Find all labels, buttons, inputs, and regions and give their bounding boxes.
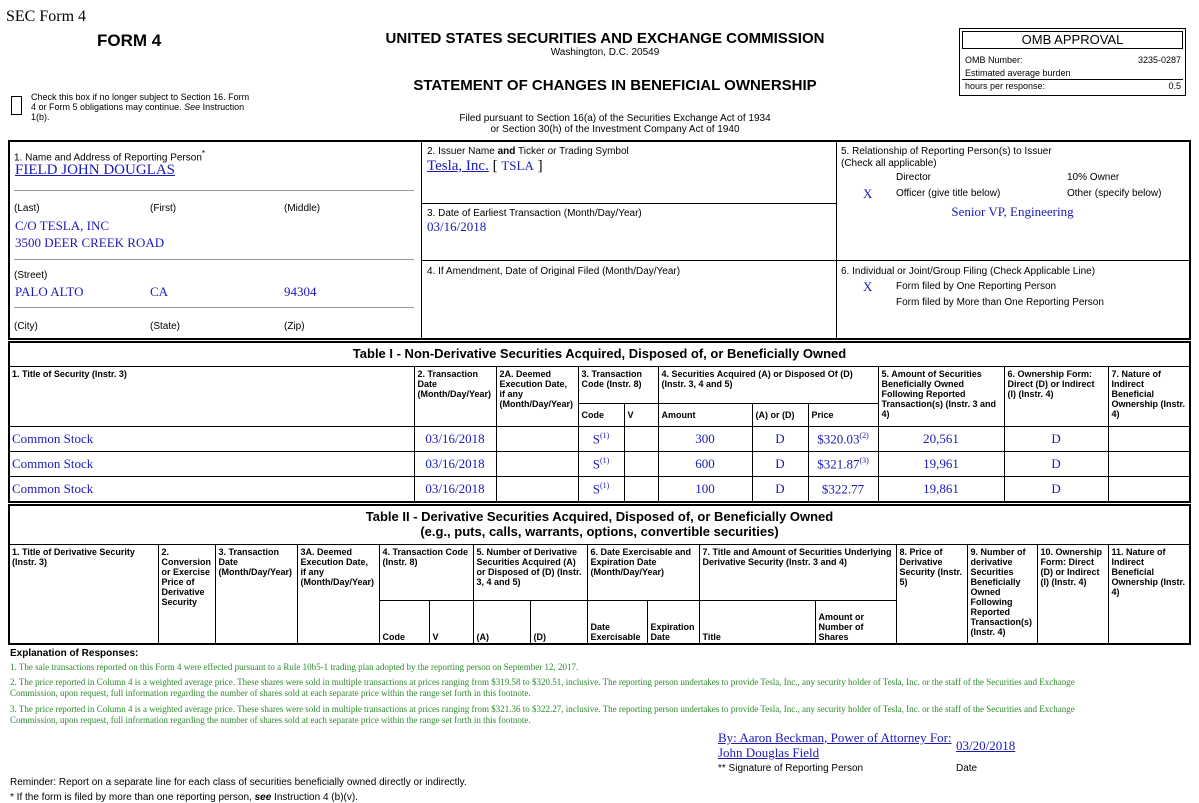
officer-title: Senior VP, Engineering: [951, 204, 1074, 219]
t1-h2a: 2A. Deemed Execution Date, if any (Month/Day/Year): [496, 367, 578, 427]
ownership-form: D: [1004, 477, 1108, 502]
state-value: CA: [150, 284, 169, 299]
acquired-or-disposed: D: [752, 477, 808, 502]
footnote-1: 1. The sale transactions reported on this Form 4 were effected pursuant to a Rule 10b5-1 trading plan adopted by the reporting person on September 12, 2017.: [10, 662, 579, 672]
amount-owned: 20,561: [878, 427, 1004, 452]
form-title: FORM 4: [97, 31, 162, 50]
director-option: Director: [896, 172, 932, 183]
t1-sub-aord: (A) or (D): [752, 404, 808, 427]
multiple-persons-note: * If the form is filed by more than one reporting person, see Instruction 4 (b)(v).: [10, 792, 358, 803]
t2-h5: 5. Number of Derivative Securities Acquired (A) or Disposed of (D) (Instr. 3, 4 and 5): [473, 545, 587, 601]
box5-sublabel: (Check all applicable): [841, 158, 937, 169]
reminder-text: Reminder: Report on a separate line for each class of securities beneficially owned directly or indirectly.: [10, 777, 467, 788]
address-line-1: C/O TESLA, INC: [15, 218, 110, 233]
t2-h8: 8. Price of Derivative Security (Instr. 5): [896, 545, 967, 645]
explanation-title: Explanation of Responses:: [10, 648, 139, 659]
state-label: (State): [150, 321, 181, 332]
t1-sub-price: Price: [808, 404, 878, 427]
transaction-date: 03/16/2018: [414, 477, 496, 502]
box5-label: 5. Relationship of Reporting Person(s) to Issuer: [841, 146, 1052, 157]
checkbox-text: Check this box if no longer subject to Section 16. Form 4 or Form 5 obligations may continue. See Instruction 1(b).: [31, 92, 250, 122]
table2-title: Table II - Derivative Securities Acquired, Disposed of, or Beneficially Owned: [365, 509, 834, 524]
filing-check-mark: X: [863, 279, 873, 294]
officer-option: Officer (give title below): [896, 188, 1001, 199]
t2-sub-expiration: Expiration Date: [647, 601, 699, 645]
signature-date[interactable]: 03/20/2018: [956, 738, 1016, 753]
earliest-transaction-date: 03/16/2018: [427, 219, 487, 234]
transaction-date: 03/16/2018: [414, 427, 496, 452]
security-title: Common Stock: [9, 477, 414, 502]
zip-label: (Zip): [284, 321, 305, 332]
t2-h6: 6. Date Exercisable and Expiration Date (Month/Day/Year): [587, 545, 699, 601]
city-label: (City): [14, 321, 38, 332]
t1-h7: 7. Nature of Indirect Beneficial Ownership (Instr. 4): [1108, 367, 1190, 427]
reporting-person-name-link[interactable]: FIELD JOHN DOUGLAS: [15, 162, 175, 178]
footnote-3: 3. The price reported in Column 4 is a weighted average price. These shares were sold in multiple transactions at prices ranging from $321.36 to $322.27, inclusive. The reporting person undertakes to provide Tesla, Inc., any security holder of Tesla, Inc. or the staff of the Securities and Exchange Commission, upon request, full information regarding the number of shares sold at each separate price within the range set forth in this footnote.: [10, 704, 1075, 725]
issuer-line: Tesla, Inc. [ TSLA ]: [427, 158, 543, 174]
t1-h1: 1. Title of Security (Instr. 3): [9, 367, 414, 427]
box2-label: 2. Issuer Name and Ticker or Trading Symbol: [427, 146, 629, 157]
street-label: (Street): [14, 270, 48, 281]
security-title: Common Stock: [9, 427, 414, 452]
t2-sub-v: V: [429, 601, 473, 645]
price: $322.77: [808, 477, 878, 502]
t1-h4: 4. Securities Acquired (A) or Disposed Of (D) (Instr. 3, 4 and 5): [658, 367, 878, 404]
t1-h2: 2. Transaction Date (Month/Day/Year): [414, 367, 496, 427]
t2-h3a: 3A. Deemed Execution Date, if any (Month/Day/Year): [297, 545, 379, 645]
omb-number-label: OMB Number:: [965, 55, 1023, 65]
table-row: [9, 452, 1190, 477]
officer-check-mark: X: [863, 186, 873, 201]
amount: 600: [658, 452, 752, 477]
t2-h11: 11. Nature of Indirect Beneficial Ownership (Instr. 4): [1108, 545, 1190, 645]
omb-number-value: 3235-0287: [1137, 55, 1181, 65]
table2: [9, 544, 1190, 645]
omb-title: OMB APPROVAL: [962, 31, 1183, 49]
amount-owned: 19,861: [878, 477, 1004, 502]
t1-sub-amount: Amount: [658, 404, 752, 427]
first-label: (First): [150, 203, 177, 214]
ownership-form: D: [1004, 427, 1108, 452]
acquired-or-disposed: D: [752, 452, 808, 477]
table-row: [9, 427, 1190, 452]
transaction-code: $S^{(1)}$: [578, 427, 624, 452]
middle-label: (Middle): [284, 203, 321, 214]
t2-sub-code: Code: [379, 601, 429, 645]
table1: [9, 366, 1190, 502]
signature-label: ** Signature of Reporting Person: [718, 763, 864, 774]
filed-line-1: Filed pursuant to Section 16(a) of the Securities Exchange Act of 1934: [459, 113, 771, 124]
security-title: Common Stock: [9, 452, 414, 477]
issuer-name-link[interactable]: Tesla, Inc.: [427, 158, 489, 174]
acquired-or-disposed: D: [752, 427, 808, 452]
filed-line-2: or Section 30(h) of the Investment Company Act of 1940: [490, 124, 740, 135]
t2-h9: 9. Number of derivative Securities Beneficially Owned Following Reported Transaction(s) (Instr. 4): [967, 545, 1037, 645]
t2-sub-exercisable: Date Exercisable: [587, 601, 647, 645]
box1-label: 1. Name and Address of Reporting Person*: [14, 149, 206, 164]
agency-location: Washington, D.C. 20549: [550, 47, 660, 58]
t2-h10: 10. Ownership Form: Direct (D) or Indirect (I) (Instr. 4): [1037, 545, 1108, 645]
filing-option-more: Form filed by More than One Reporting Person: [896, 297, 1104, 308]
t2-sub-d: (D): [530, 601, 587, 645]
t2-sub-amount: Amount or Number of Shares: [815, 601, 896, 645]
ticker-symbol: TSLA: [501, 158, 534, 173]
t2-h3: 3. Transaction Date (Month/Day/Year): [215, 545, 297, 645]
t2-h4: 4. Transaction Code (Instr. 8): [379, 545, 473, 601]
transaction-code: $S^{(1)}$: [578, 477, 624, 502]
city-value: PALO ALTO: [15, 284, 84, 299]
t1-h5: 5. Amount of Securities Beneficially Owned Following Reported Transaction(s) (Instr. 3 and 4): [878, 367, 1004, 427]
section16-checkbox[interactable]: [11, 96, 22, 115]
filing-option-one: Form filed by One Reporting Person: [896, 281, 1057, 292]
table1-title: Table I - Non-Derivative Securities Acquired, Disposed of, or Beneficially Owned: [352, 346, 847, 361]
price: $321.87$^{(3)}$: [808, 452, 878, 477]
box4-label: 4. If Amendment, Date of Original Filed (Month/Day/Year): [427, 266, 681, 277]
t1-h3: 3. Transaction Code (Instr. 8): [578, 367, 658, 404]
omb-burden-label: Estimated average burden: [965, 68, 1071, 78]
address-line-2: 3500 DEER CREEK ROAD: [15, 235, 165, 250]
amount: 300: [658, 427, 752, 452]
price: $320.03$^{(2)}$: [808, 427, 878, 452]
t2-sub-a: (A): [473, 601, 530, 645]
amount: 100: [658, 477, 752, 502]
other-option: Other (specify below): [1067, 188, 1162, 199]
t2-h7: 7. Title and Amount of Securities Underlying Derivative Security (Instr. 3 and 4): [699, 545, 896, 601]
t2-h1: 1. Title of Derivative Security (Instr. 3): [9, 545, 158, 645]
agency-title: UNITED STATES SECURITIES AND EXCHANGE COMMISSION: [385, 30, 825, 47]
t1-sub-code: Code: [578, 404, 624, 427]
t2-sub-title: Title: [699, 601, 815, 645]
amount-owned: 19,961: [878, 452, 1004, 477]
box3-label: 3. Date of Earliest Transaction (Month/Day/Year): [427, 208, 642, 219]
last-label: (Last): [14, 203, 40, 214]
omb-hours-label: hours per response:: [965, 81, 1046, 91]
ten-percent-owner-option: 10% Owner: [1067, 172, 1120, 183]
date-label: Date: [956, 763, 978, 774]
box6-label: 6. Individual or Joint/Group Filing (Check Applicable Line): [841, 266, 1096, 277]
reporting-info-grid: [8, 140, 1191, 340]
statement-title: STATEMENT OF CHANGES IN BENEFICIAL OWNERSHIP: [413, 77, 817, 94]
table2-subtitle: (e.g., puts, calls, warrants, options, convertible securities): [420, 524, 779, 539]
omb-hours-value: 0.5: [1168, 81, 1181, 91]
signature-link[interactable]: By: Aaron Beckman, Power of Attorney For: John Douglas Field: [718, 730, 952, 760]
sec-form-label: SEC Form 4: [6, 8, 87, 25]
transaction-code: $S^{(1)}$: [578, 452, 624, 477]
zip-value: 94304: [284, 284, 317, 299]
ownership-form: D: [1004, 452, 1108, 477]
footnote-2: 2. The price reported in Column 4 is a weighted average price. These shares were sold in multiple transactions at prices ranging from $319.58 to $320.51, inclusive. The reporting person undertakes to provide Tesla, Inc., any security holder of Tesla, Inc. or the staff of the Securities and Exchange Commission, upon request, full information regarding the number of shares sold at each separate price within the range set forth in this footnote.: [10, 677, 1075, 698]
omb-approval-box: [959, 28, 1186, 96]
transaction-date: 03/16/2018: [414, 452, 496, 477]
t1-h6: 6. Ownership Form: Direct (D) or Indirect (I) (Instr. 4): [1004, 367, 1108, 427]
t1-sub-v: V: [624, 404, 658, 427]
t2-h2: 2. Conversion or Exercise Price of Derivative Security: [158, 545, 215, 645]
table-row: [9, 477, 1190, 502]
